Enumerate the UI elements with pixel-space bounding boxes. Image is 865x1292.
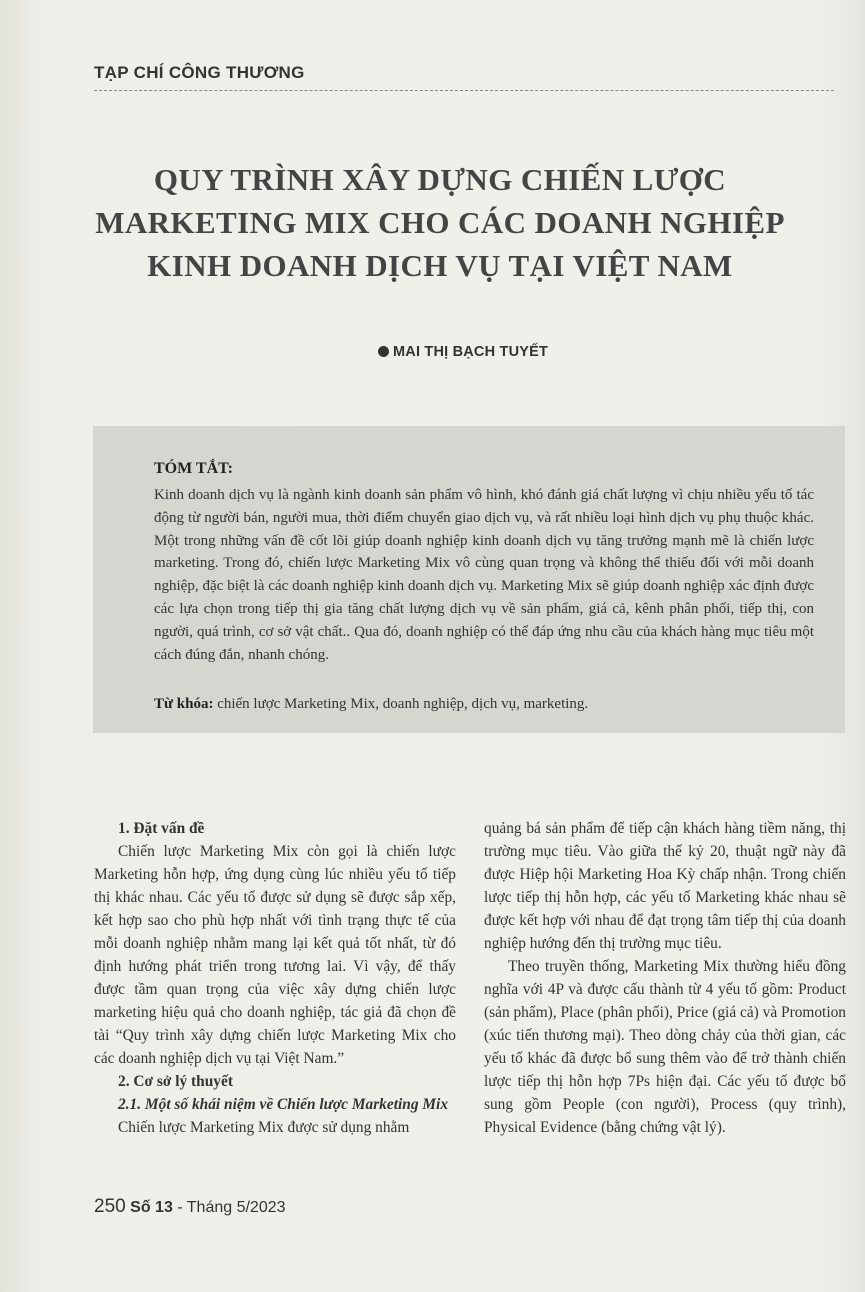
- page-number: 250: [94, 1196, 126, 1217]
- issue-date: - Tháng 5/2023: [172, 1199, 286, 1216]
- abstract-heading: TÓM TẮT:: [154, 460, 233, 477]
- keywords-value: chiến lược Marketing Mix, doanh nghiệp, dịch vụ, marketing.: [213, 696, 589, 712]
- title-line-2: MARKETING MIX CHO CÁC DOANH NGHIỆP: [95, 205, 785, 240]
- header-rule: [94, 90, 834, 91]
- section-2-1-heading: 2.1. Một số khái niệm về Chiến lược Marketing Mix: [118, 1096, 449, 1113]
- section-1-paragraph: Chiến lược Marketing Mix còn gọi là chiến lược Marketing hỗn hợp, ứng dụng cùng lúc nhiều yếu tố tiếp thị khác nhau. Các yếu tố được sử dụng sẽ được sắp xếp, kết hợp sao cho phù hợp nhất với tình trạng thực tế của mỗi doanh nghiệp nhằm mang lại kết quả tốt nhất, từ đó định hướng phát triển trong tương lai. Vì vậy, để thấy được tầm quan trọng của việc xây dựng chiến lược marketing hiệu quả cho doanh nghiệp, tác giả đã chọn đề tài “Quy trình xây dựng chiến lược Marketing Mix cho các doanh nghiệp dịch vụ tại Việt Nam.”: [94, 843, 456, 1067]
- body-column-left: [94, 817, 456, 1139]
- author-name: MAI THỊ BẠCH TUYẾT: [393, 344, 549, 360]
- title-line-1: QUY TRÌNH XÂY DỰNG CHIẾN LƯỢC: [153, 162, 727, 197]
- page-footer: [94, 1196, 286, 1218]
- right-paragraph-1: quảng bá sản phẩm để tiếp cận khách hàng tiềm năng, thị trường mục tiêu. Vào giữa thế kỷ 20, thuật ngữ này đã được Hiệp hội Marketing Hoa Kỳ chấp nhận. Trong chiến lược tiếp thị hỗn hợp, các yếu tố Marketing khác nhau sẽ được kết hợp với nhau để đạt trọng tâm tiếp thị của doanh nghiệp hướng đến thị trường mục tiêu.: [484, 820, 846, 952]
- right-paragraph-2: Theo truyền thống, Marketing Mix thường hiểu đồng nghĩa với 4P và được cấu thành từ 4 yếu tố gồm: Product (sản phẩm), Place (phân phối), Price (giá cả) và Promotion (xúc tiến thương mại). Theo dòng chảy của thời gian, các yếu tố khác đã được bổ sung thêm vào để trở thành chiến lược tiếp thị hỗn hợp 7Ps hiện đại. Các yếu tố được bổ sung gồm People (con người), Process (quy trình), Physical Evidence (bằng chứng vật lý).: [484, 958, 846, 1136]
- author-byline: [378, 344, 548, 360]
- section-1-heading: 1. Đặt vấn đề: [118, 820, 205, 837]
- body-column-right: [484, 817, 846, 1139]
- journal-name: TẠP CHÍ CÔNG THƯƠNG: [94, 63, 305, 82]
- abstract-text: [154, 484, 814, 666]
- title-line-3: KINH DOANH DỊCH VỤ TẠI VIỆT NAM: [147, 248, 733, 283]
- section-2-heading: 2. Cơ sở lý thuyết: [118, 1073, 233, 1090]
- keywords-label: Từ khóa:: [154, 696, 214, 712]
- issue-number: Số 13: [130, 1199, 173, 1216]
- bullet-icon: [378, 346, 389, 357]
- abstract-paragraph: Kinh doanh dịch vụ là ngành kinh doanh sản phẩm vô hình, khó đánh giá chất lượng vì chịu nhiều yếu tố tác động từ người bán, người mua, thời điểm chuyển giao dịch vụ, và rất nhiều loại hình dịch vụ phụ thuộc khác. Một trong những vấn đề cốt lõi giúp doanh nghiệp kinh doanh dịch vụ tăng trưởng mạnh mẽ là chiến lược marketing. Trong đó, chiến lược Marketing Mix vô cùng quan trọng và không thể thiếu đối với mỗi doanh nghiệp, đặc biệt là các doanh nghiệp kinh doanh dịch vụ. Marketing Mix sẽ giúp doanh nghiệp xác định được các lựa chọn trong tiếp thị gia tăng chất lượng dịch vụ về sản phẩm, giá cả, kênh phân phối, tiếp thị, con người, quá trình, cơ sở vật chất.. Qua đó, doanh nghiệp có thể đáp ứng nhu cầu của khách hàng mục tiêu một cách đúng đắn, nhanh chóng.: [154, 487, 814, 663]
- article-title: [70, 158, 810, 287]
- keywords: [154, 693, 814, 715]
- section-2-1-paragraph: Chiến lược Marketing Mix được sử dụng nhằm: [118, 1119, 410, 1136]
